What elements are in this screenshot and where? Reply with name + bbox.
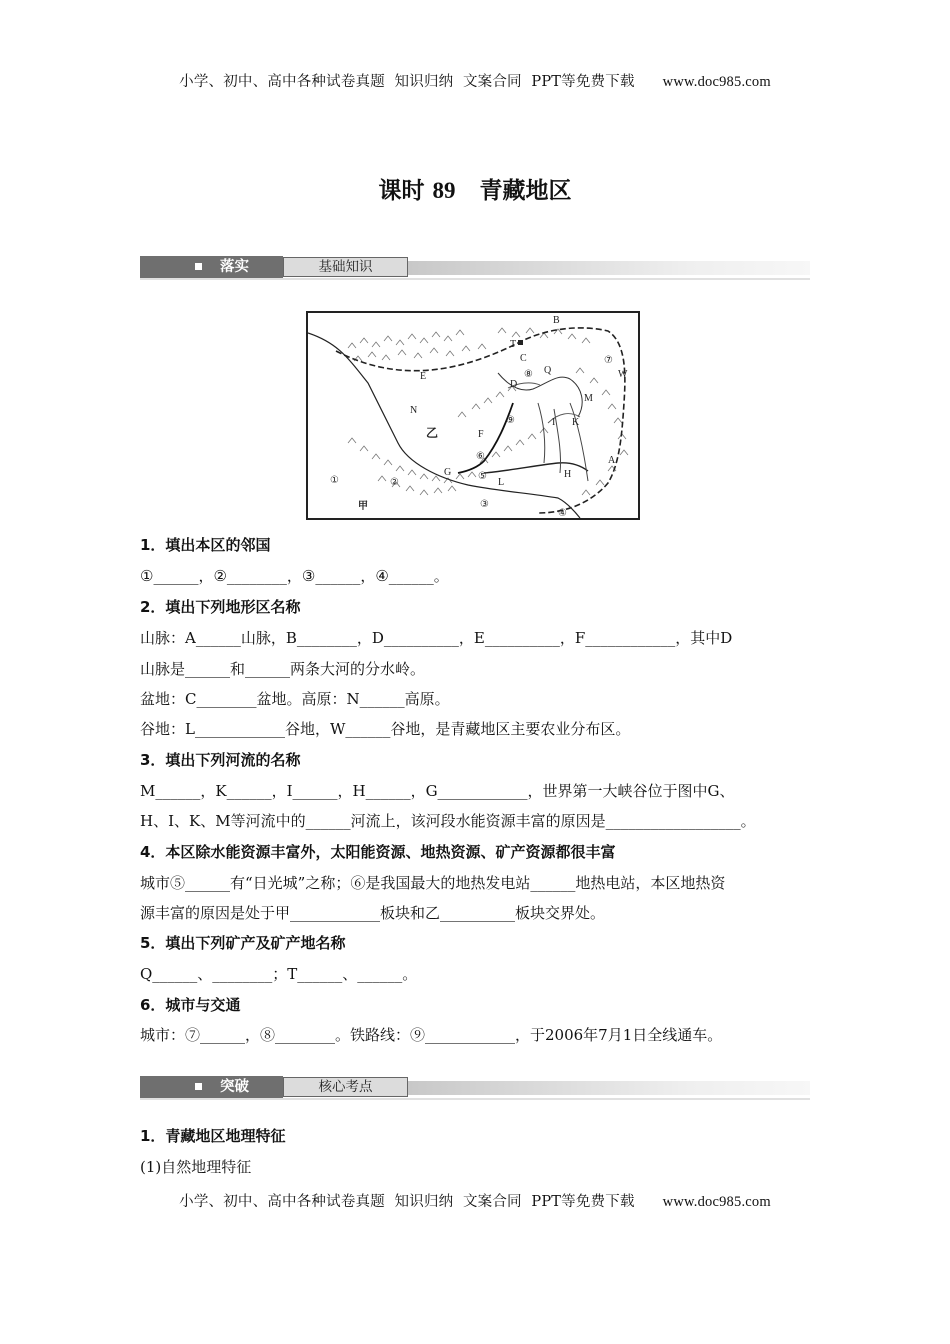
banner-text: 小学、初中、高中各种试卷真题 知识归纳 文案合同 PPT等免费下载 <box>179 74 635 90</box>
section-rule <box>408 1081 810 1095</box>
map-number-8: ⑧ <box>524 369 533 380</box>
section-header-core <box>140 1076 810 1098</box>
map-number-9: ⑨ <box>506 415 515 426</box>
question-6-transport: 城市：⑦______，⑧________。铁路线：⑨____________，于2006年7月1日全线通车。 <box>140 1026 723 1044</box>
map-letter-i: I <box>552 417 556 428</box>
header-banner <box>0 70 950 91</box>
question-4-plates: 源丰富的原因是处于甲____________板块和乙__________板块交界处。 <box>140 904 606 922</box>
question-2-valleys: 谷地：L____________谷地，W______谷地，是青藏地区主要农业分布区。 <box>140 720 631 738</box>
page-title <box>0 172 950 205</box>
railway-line <box>458 403 513 473</box>
river-lines <box>538 403 588 481</box>
map-number-3: ③ <box>480 499 489 510</box>
title-number: 89 <box>432 178 456 203</box>
question-4-city: 城市⑤______有“日光城”之称；⑥是我国最大的地热发电站______地热电站，本区地热资 <box>140 874 726 892</box>
question-2-basin-plateau: 盆地：C________盆地。高原：N______高原。 <box>140 690 450 708</box>
section-label: 核心考点 <box>283 1077 408 1097</box>
map-letter-k: K <box>572 417 580 428</box>
core-1-title: 1．青藏地区地理特征 <box>140 1127 286 1145</box>
section-header-basics <box>140 256 810 278</box>
map-letter-n: N <box>410 405 418 416</box>
square-bullet-icon <box>195 1083 202 1090</box>
section-tag: 落实 <box>220 259 249 275</box>
region-boundary <box>336 328 625 513</box>
question-2-mountains: 山脉：A______山脉，B________，D__________，E__________，F____________，其中D <box>140 629 733 647</box>
map-letter-e: E <box>420 371 427 382</box>
map-number-2: ② <box>390 477 399 488</box>
question-2-title: 2．填出下列地形区名称 <box>140 598 301 616</box>
map-letter-b: B <box>553 315 560 326</box>
plate-yi: 乙 <box>426 426 439 440</box>
map-number-1: ① <box>330 475 339 486</box>
section-baseline <box>140 278 810 280</box>
map-number-7: ⑦ <box>604 355 613 366</box>
square-bullet-icon <box>195 263 202 270</box>
question-2-watershed: 山脉是______和______两条大河的分水岭。 <box>140 660 426 678</box>
map-letter-h: H <box>564 469 572 480</box>
map-letter-a: A <box>608 455 616 466</box>
map-number-4: ④ <box>558 508 567 518</box>
footer-text: 小学、初中、高中各种试卷真题 知识归纳 文案合同 PPT等免费下载 <box>179 1194 635 1210</box>
section-tag-box <box>140 1076 283 1098</box>
map-letter-l: L <box>498 477 505 488</box>
banner-url: www.doc985.com <box>662 74 771 90</box>
qinghai-tibet-map <box>306 311 640 520</box>
question-3-rivers: M______，K______，I______，H______，G____________，世界第一大峡谷位于图中G、 <box>140 782 735 800</box>
question-5-title: 5．填出下列矿产及矿产地名称 <box>140 934 346 952</box>
section-baseline <box>140 1098 810 1100</box>
map-letter-c: C <box>520 353 527 364</box>
question-3-title: 3．填出下列河流的名称 <box>140 751 301 769</box>
section-rule <box>408 261 810 275</box>
river-g <box>484 463 588 473</box>
map-number-6: ⑥ <box>476 451 485 462</box>
section-tag-box <box>140 256 283 278</box>
map-letter-m: M <box>584 393 593 404</box>
question-1-blanks: ①______，②________，③______，④______。 <box>140 567 449 585</box>
map-letter-g: G <box>444 467 452 478</box>
title-name: 青藏地区 <box>479 178 572 204</box>
question-5-minerals: Q______、________；T______、______。 <box>140 965 418 983</box>
footer-url: www.doc985.com <box>662 1194 771 1210</box>
map-letter-d: D <box>510 379 518 390</box>
question-3-canyon: H、I、K、M等河流中的______河流上，该河段水能资源丰富的原因是__________________。 <box>140 812 756 830</box>
map-letter-f: F <box>478 429 484 440</box>
southern-border <box>308 333 580 518</box>
map-number-5: ⑤ <box>478 471 487 482</box>
map-figure <box>308 313 638 518</box>
question-1-title: 1．填出本区的邻国 <box>140 536 271 554</box>
plate-jia: 甲 <box>358 501 368 512</box>
map-letter-w: W <box>618 369 628 380</box>
map-letter-q: Q <box>544 365 552 376</box>
core-1-subtitle: (1)自然地理特征 <box>140 1158 252 1176</box>
section-tag: 突破 <box>220 1079 249 1095</box>
question-4-title: 4．本区除水能资源丰富外，太阳能资源、地热资源、矿产资源都很丰富 <box>140 843 616 861</box>
map-letter-t: T <box>510 339 517 350</box>
mine-icon <box>518 340 523 345</box>
title-prefix: 课时 <box>378 178 425 204</box>
question-6-title: 6．城市与交通 <box>140 996 241 1014</box>
footer-banner <box>0 1190 950 1211</box>
section-label: 基础知识 <box>283 257 408 277</box>
